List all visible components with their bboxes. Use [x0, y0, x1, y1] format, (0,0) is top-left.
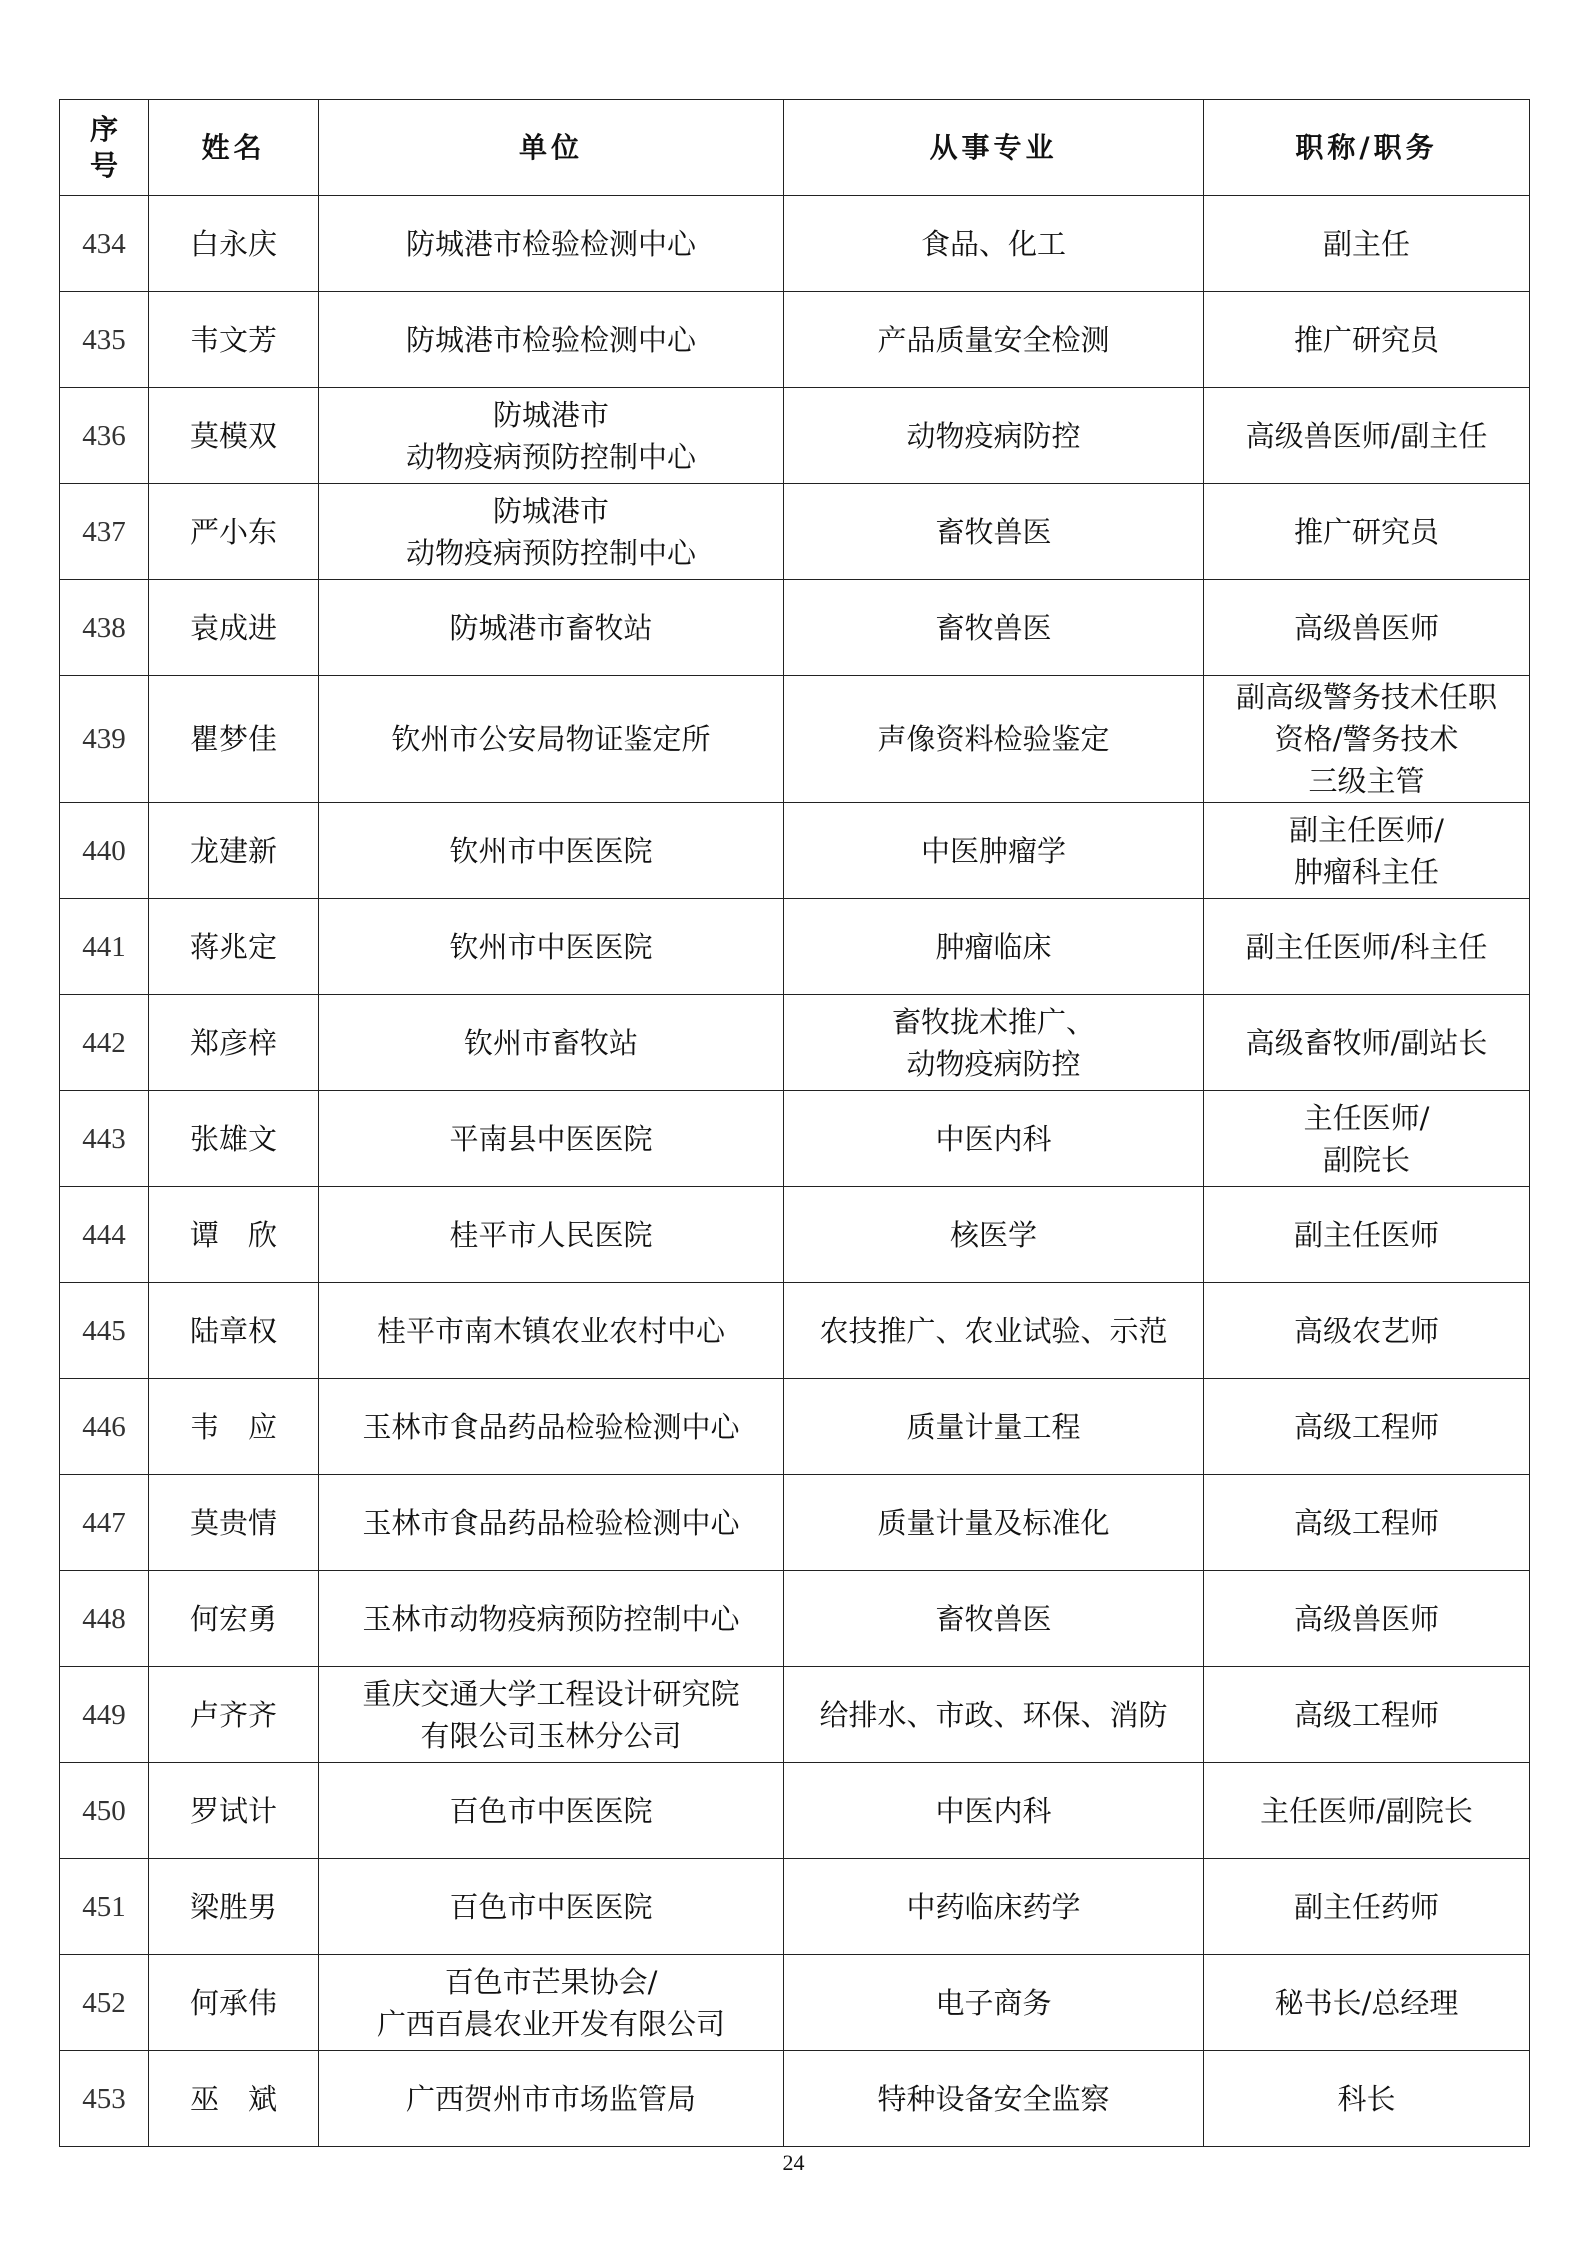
work-unit-line: 玉林市动物疫病预防控制中心 [362, 1601, 740, 1636]
table-row [60, 1859, 1530, 1955]
work-unit [319, 1859, 784, 1955]
job-title [1204, 676, 1530, 803]
person-name: 罗试计 [149, 1763, 319, 1859]
job-title [1204, 1475, 1530, 1571]
specialty-line: 中医内科 [935, 1121, 1052, 1156]
table-row [60, 899, 1530, 995]
job-title [1204, 899, 1530, 995]
table-row [60, 1763, 1530, 1859]
work-unit-line: 玉林市食品药品检验检测中心 [362, 1505, 740, 1540]
work-unit-line: 防城港市检验检测中心 [405, 322, 696, 357]
person-name: 何承伟 [149, 1955, 319, 2051]
work-unit [319, 196, 784, 292]
job-title [1204, 292, 1530, 388]
row-number: 446 [60, 1379, 149, 1475]
specialty [784, 676, 1204, 803]
job-title [1204, 580, 1530, 676]
work-unit [319, 484, 784, 580]
specialty-line: 食品、化工 [920, 226, 1066, 261]
job-title [1204, 388, 1530, 484]
row-number: 450 [60, 1763, 149, 1859]
work-unit [319, 580, 784, 676]
work-unit-line: 广西百晨农业开发有限公司 [376, 2006, 725, 2041]
specialty [784, 388, 1204, 484]
specialty [784, 803, 1204, 899]
person-name: 龙建新 [149, 803, 319, 899]
work-unit [319, 1667, 784, 1763]
table-row [60, 1187, 1530, 1283]
specialty-line: 畜牧兽医 [935, 610, 1052, 645]
specialty-line: 特种设备安全监察 [877, 2081, 1110, 2116]
specialty-line: 质量计量工程 [906, 1409, 1081, 1444]
job-title-line: 推广研究员 [1293, 322, 1439, 357]
row-number: 441 [60, 899, 149, 995]
person-name: 严小东 [149, 484, 319, 580]
table-row [60, 995, 1530, 1091]
work-unit [319, 803, 784, 899]
job-title-line: 主任医师/副院长 [1260, 1793, 1473, 1828]
work-unit-line: 防城港市 [492, 397, 609, 432]
work-unit-line: 防城港市 [492, 493, 609, 528]
person-name: 白永庆 [149, 196, 319, 292]
specialty-line: 中药临床药学 [906, 1889, 1081, 1924]
table-row [60, 1955, 1530, 2051]
person-name: 梁胜男 [149, 1859, 319, 1955]
job-title-line: 高级兽医师 [1293, 1601, 1439, 1636]
person-name: 韦文芳 [149, 292, 319, 388]
person-name: 卢齐齐 [149, 1667, 319, 1763]
job-title-line: 副高级警务技术任职 [1235, 680, 1497, 714]
specialty [784, 196, 1204, 292]
row-number: 438 [60, 580, 149, 676]
table-row [60, 388, 1530, 484]
job-title [1204, 2051, 1530, 2147]
specialty-line: 动物疫病防控 [906, 418, 1081, 453]
work-unit-line: 防城港市检验检测中心 [405, 226, 696, 261]
work-unit-line: 桂平市人民医院 [449, 1217, 653, 1252]
row-number: 449 [60, 1667, 149, 1763]
person-name: 蒋兆定 [149, 899, 319, 995]
specialty-line: 给排水、市政、环保、消防 [819, 1697, 1168, 1732]
job-title [1204, 1667, 1530, 1763]
job-title-line: 高级工程师 [1293, 1697, 1439, 1732]
specialty [784, 1091, 1204, 1187]
job-title-line: 副主任医师/ [1289, 812, 1444, 847]
person-name: 何宏勇 [149, 1571, 319, 1667]
job-title [1204, 1955, 1530, 2051]
job-title [1204, 196, 1530, 292]
job-title [1204, 1379, 1530, 1475]
work-unit-line: 百色市中医医院 [449, 1889, 653, 1924]
specialty-line: 核医学 [949, 1217, 1037, 1252]
work-unit [319, 388, 784, 484]
work-unit [319, 292, 784, 388]
job-title-line: 高级工程师 [1293, 1505, 1439, 1540]
job-title [1204, 995, 1530, 1091]
job-title [1204, 1859, 1530, 1955]
job-title-line: 主任医师/ [1303, 1100, 1430, 1135]
job-title-line: 秘书长/总经理 [1274, 1985, 1459, 2020]
job-title [1204, 1763, 1530, 1859]
job-title [1204, 1091, 1530, 1187]
work-unit-line: 玉林市食品药品检验检测中心 [362, 1409, 740, 1444]
specialty [784, 580, 1204, 676]
work-unit-line: 重庆交通大学工程设计研究院 [362, 1676, 740, 1711]
row-number: 435 [60, 292, 149, 388]
job-title-line: 三级主管 [1308, 764, 1425, 798]
row-number: 436 [60, 388, 149, 484]
specialty [784, 995, 1204, 1091]
person-name: 巫 斌 [149, 2051, 319, 2147]
work-unit [319, 1571, 784, 1667]
row-number: 443 [60, 1091, 149, 1187]
specialty [784, 1571, 1204, 1667]
person-name: 张雄文 [149, 1091, 319, 1187]
header-specialty: 从事专业 [784, 100, 1204, 196]
specialty [784, 292, 1204, 388]
row-number: 451 [60, 1859, 149, 1955]
job-title-line: 副院长 [1322, 1142, 1410, 1177]
work-unit-line: 有限公司玉林分公司 [420, 1718, 682, 1753]
specialty-line: 声像资料检验鉴定 [877, 722, 1110, 756]
job-title-line: 资格/警务技术 [1274, 722, 1459, 756]
job-title-line: 高级兽医师/副主任 [1245, 418, 1488, 453]
header-no: 序 号 [60, 100, 149, 196]
job-title-line: 副主任药师 [1293, 1889, 1439, 1924]
specialty-line: 肿瘤临床 [935, 929, 1052, 964]
table-row [60, 1667, 1530, 1763]
work-unit [319, 1283, 784, 1379]
work-unit [319, 899, 784, 995]
table-row [60, 803, 1530, 899]
work-unit [319, 995, 784, 1091]
table-row [60, 2051, 1530, 2147]
roster-body [60, 196, 1530, 2147]
row-number: 453 [60, 2051, 149, 2147]
specialty-line: 畜牧兽医 [935, 514, 1052, 549]
specialty [784, 1955, 1204, 2051]
work-unit [319, 2051, 784, 2147]
specialty [784, 1763, 1204, 1859]
person-name: 莫模双 [149, 388, 319, 484]
specialty [784, 899, 1204, 995]
job-title-line: 副主任医师/科主任 [1245, 929, 1488, 964]
specialty [784, 1475, 1204, 1571]
row-number: 442 [60, 995, 149, 1091]
person-name: 莫贵情 [149, 1475, 319, 1571]
work-unit-line: 钦州市中医医院 [449, 929, 653, 964]
table-row [60, 1475, 1530, 1571]
job-title [1204, 484, 1530, 580]
work-unit-line: 钦州市畜牧站 [463, 1025, 638, 1060]
row-number: 447 [60, 1475, 149, 1571]
work-unit-line: 广西贺州市市场监管局 [405, 2081, 696, 2116]
row-number: 440 [60, 803, 149, 899]
specialty-line: 产品质量安全检测 [877, 322, 1110, 357]
work-unit [319, 1955, 784, 2051]
work-unit [319, 1763, 784, 1859]
header-row [60, 100, 1530, 196]
specialty [784, 1667, 1204, 1763]
work-unit [319, 1379, 784, 1475]
job-title [1204, 803, 1530, 899]
specialty [784, 1379, 1204, 1475]
work-unit [319, 1475, 784, 1571]
job-title-line: 科长 [1337, 2081, 1396, 2116]
specialty-line: 农技推广、农业试验、示范 [819, 1313, 1168, 1348]
specialty [784, 2051, 1204, 2147]
specialty-line: 中医肿瘤学 [920, 833, 1066, 868]
work-unit [319, 1187, 784, 1283]
header-unit: 单位 [319, 100, 784, 196]
job-title-line: 高级工程师 [1293, 1409, 1439, 1444]
row-number: 448 [60, 1571, 149, 1667]
job-title-line: 肿瘤科主任 [1293, 854, 1439, 889]
row-number: 437 [60, 484, 149, 580]
row-number: 445 [60, 1283, 149, 1379]
job-title-line: 高级农艺师 [1293, 1313, 1439, 1348]
specialty [784, 1187, 1204, 1283]
table-row [60, 484, 1530, 580]
job-title-line: 推广研究员 [1293, 514, 1439, 549]
work-unit-line: 百色市芒果协会/ [444, 1964, 658, 1999]
table-row [60, 676, 1530, 803]
table-row [60, 1091, 1530, 1187]
job-title-line: 高级畜牧师/副站长 [1245, 1025, 1488, 1060]
header-title: 职称/职务 [1204, 100, 1530, 196]
person-name: 袁成进 [149, 580, 319, 676]
specialty-line: 电子商务 [935, 1985, 1052, 2020]
work-unit-line: 钦州市公安局物证鉴定所 [391, 722, 711, 756]
work-unit [319, 1091, 784, 1187]
specialty-line: 畜牧兽医 [935, 1601, 1052, 1636]
table-row [60, 1379, 1530, 1475]
work-unit-line: 动物疫病预防控制中心 [405, 439, 696, 474]
work-unit-line: 平南县中医医院 [449, 1121, 653, 1156]
person-name: 韦 应 [149, 1379, 319, 1475]
job-title [1204, 1187, 1530, 1283]
job-title-line: 高级兽医师 [1293, 610, 1439, 645]
job-title [1204, 1571, 1530, 1667]
work-unit-line: 桂平市南木镇农业农村中心 [376, 1313, 725, 1348]
row-number: 452 [60, 1955, 149, 2051]
specialty [784, 1283, 1204, 1379]
work-unit-line: 防城港市畜牧站 [449, 610, 653, 645]
work-unit-line: 百色市中医医院 [449, 1793, 653, 1828]
work-unit-line: 动物疫病预防控制中心 [405, 535, 696, 570]
work-unit-line: 钦州市中医医院 [449, 833, 653, 868]
specialty-line: 中医内科 [935, 1793, 1052, 1828]
row-number: 439 [60, 676, 149, 803]
job-title-line: 副主任医师 [1293, 1217, 1439, 1252]
table-row [60, 580, 1530, 676]
job-title [1204, 1283, 1530, 1379]
table-row [60, 1571, 1530, 1667]
specialty [784, 1859, 1204, 1955]
header-name: 姓名 [149, 100, 319, 196]
specialty-line: 质量计量及标准化 [877, 1505, 1110, 1540]
person-name: 陆章权 [149, 1283, 319, 1379]
table-row [60, 196, 1530, 292]
person-name: 郑彦梓 [149, 995, 319, 1091]
specialty-line: 畜牧拢术推广、 [891, 1004, 1095, 1039]
table-row [60, 292, 1530, 388]
page-number: 24 [782, 2150, 805, 2175]
work-unit [319, 676, 784, 803]
specialty [784, 484, 1204, 580]
job-title-line: 副主任 [1322, 226, 1410, 261]
person-name: 瞿梦佳 [149, 676, 319, 803]
person-name: 谭 欣 [149, 1187, 319, 1283]
row-number: 434 [60, 196, 149, 292]
table-row [60, 1283, 1530, 1379]
row-number: 444 [60, 1187, 149, 1283]
specialty-line: 动物疫病防控 [906, 1046, 1081, 1081]
roster-table [59, 99, 1530, 2147]
